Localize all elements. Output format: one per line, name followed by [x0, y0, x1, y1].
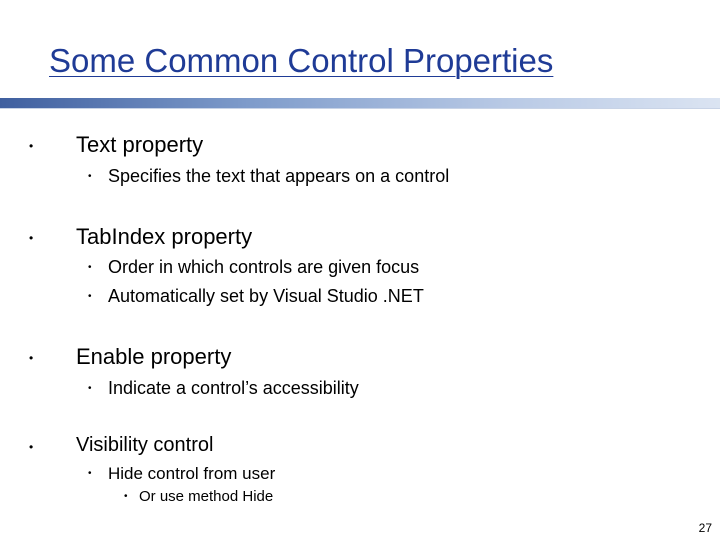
- title-rule: [0, 98, 720, 108]
- sub-sub-bullet-method-hide: Or use method Hide: [139, 488, 274, 505]
- bullet-icon: •: [29, 231, 34, 245]
- page-number: 27: [698, 521, 712, 535]
- sub-bullet-icon: •: [88, 468, 92, 479]
- bullet-icon: •: [29, 139, 34, 153]
- sub-bullet-hide-control: Hide control from user: [108, 464, 276, 483]
- sub-bullet-specifies-text: Specifies the text that appears on a control: [108, 166, 450, 186]
- sub-bullet-icon: •: [88, 383, 92, 394]
- sub-sub-bullet-icon: •: [124, 491, 128, 502]
- sub-bullet-accessibility: Indicate a control’s accessibility: [108, 378, 359, 398]
- slide-title: Some Common Control Properties: [49, 42, 554, 79]
- sub-bullet-icon: •: [88, 291, 92, 302]
- sub-bullet-icon: •: [88, 262, 92, 273]
- title-rule-shadow: [0, 108, 720, 109]
- bullet-text-property: Text property: [76, 132, 204, 157]
- bullet-icon: •: [29, 440, 34, 454]
- bullet-visibility-control: Visibility control: [76, 434, 214, 456]
- bullet-tabindex-property: TabIndex property: [76, 224, 253, 249]
- sub-bullet-automatically-set: Automatically set by Visual Studio .NET: [108, 286, 424, 306]
- bullet-icon: •: [29, 351, 34, 365]
- sub-bullet-icon: •: [88, 171, 92, 182]
- bullet-enable-property: Enable property: [76, 344, 232, 369]
- sub-bullet-order-focus: Order in which controls are given focus: [108, 257, 420, 277]
